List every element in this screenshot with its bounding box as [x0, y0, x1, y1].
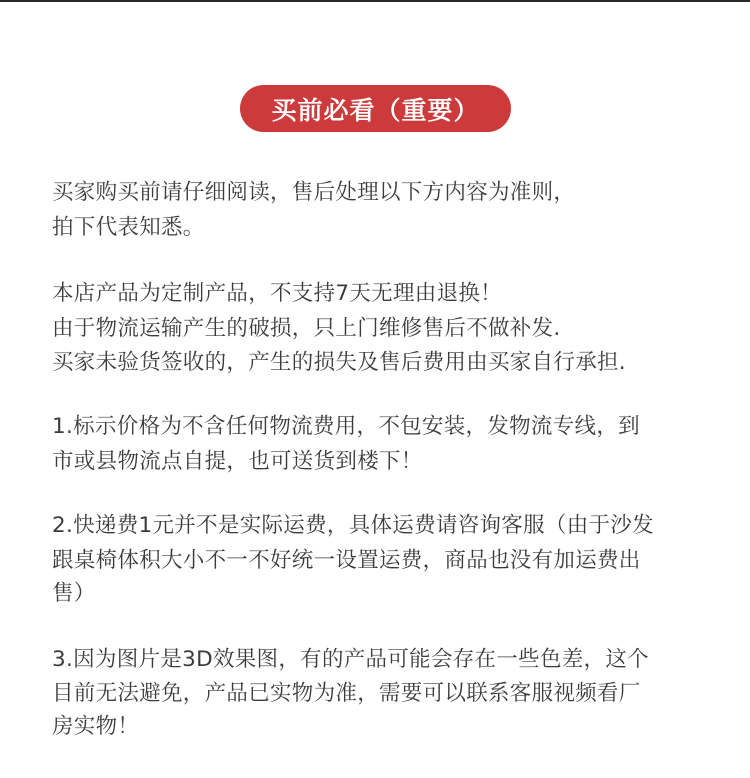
- top-divider: [0, 0, 750, 2]
- paragraph-4-line-1: 2.快递费1元并不是实际运费，具体运费请咨询客服（由于沙发: [52, 513, 654, 538]
- paragraph-4-line-2: 跟桌椅体积大小不一不好统一设置运费，商品也没有加运费出: [52, 548, 641, 573]
- paragraph-3-line-1: 1.标示价格为不含任何物流费用，不包安装，发物流专线，到: [52, 414, 640, 439]
- paragraph-2-line-3: 买家未验货签收的，产生的损失及售后费用由买家自行承担.: [52, 350, 626, 375]
- paragraph-1-line-2: 拍下代表知悉。: [52, 215, 205, 240]
- notice-header-pill: [240, 85, 511, 132]
- notice-title: 买前必看（重要）: [271, 95, 480, 125]
- paragraph-5-line-2: 目前无法避免，产品已实物为准，需要可以联系客服视频看厂: [52, 681, 641, 706]
- paragraph-5-line-1: 3.因为图片是3D效果图，有的产品可能会存在一些色差，这个: [52, 647, 649, 672]
- paragraph-2-line-2: 由于物流运输产生的破损，只上门维修售后不做补发.: [52, 316, 561, 341]
- paragraph-4-line-3: 售）: [52, 581, 96, 606]
- paragraph-1-line-1: 买家购买前请仔细阅读，售后处理以下方内容为准则，: [52, 180, 576, 205]
- paragraph-5-line-3: 房实物！: [52, 714, 140, 739]
- paragraph-3-line-2: 市或县物流点自提，也可送货到楼下！: [52, 449, 423, 474]
- paragraph-2-line-1: 本店产品为定制产品，不支持7天无理由退换！: [52, 281, 502, 306]
